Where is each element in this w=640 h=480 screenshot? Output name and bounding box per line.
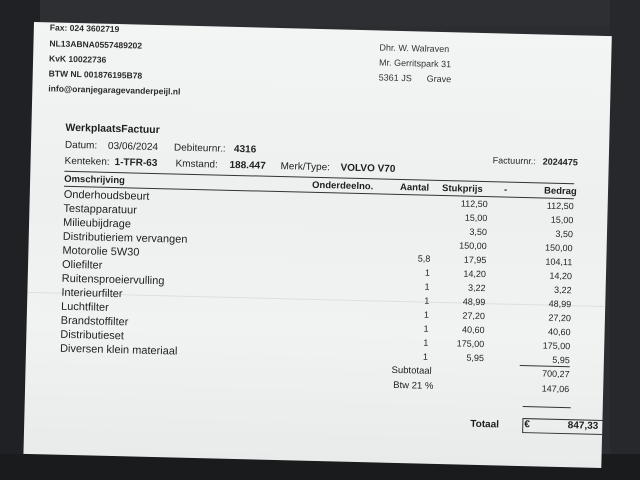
row-unit-price: 40,60 [461, 324, 485, 336]
row-amount: 48,99 [548, 298, 572, 310]
row-amount: 40,60 [547, 326, 571, 338]
background-right [610, 0, 640, 480]
row-amount: 3,50 [555, 228, 574, 240]
debtor-label: Debiteurnr.: [173, 142, 226, 155]
row-description: Distributieset [60, 328, 125, 343]
plate-value: 1-TFR-63 [114, 157, 158, 170]
total-label: Totaal [470, 418, 500, 431]
row-amount: 3,22 [553, 284, 572, 296]
invoice-number-value: 2024475 [542, 156, 578, 168]
row-description: Brandstoffilter [60, 314, 129, 329]
col-unit-price: Stukprijs [441, 183, 483, 196]
row-qty: 5,8 [417, 253, 431, 264]
row-amount: 150,00 [544, 242, 573, 254]
row-description: Distributieriem vervangen [62, 230, 188, 246]
row-amount: 5,95 [552, 354, 571, 366]
customer-name: Dhr. W. Walraven [379, 42, 450, 55]
row-unit-price: 27,20 [462, 310, 486, 322]
row-description: Ruitensproeiervulling [61, 272, 165, 288]
row-unit-price: 3,22 [467, 282, 486, 294]
vat-value: 147,06 [541, 383, 570, 395]
company-btw: BTW NL 001876195B78 [48, 68, 143, 81]
row-unit-price: 15,00 [464, 212, 488, 224]
km-value: 188.447 [229, 159, 266, 172]
euro-sign: € [524, 419, 531, 431]
row-unit-price: 175,00 [456, 338, 485, 350]
row-unit-price: 5,95 [466, 352, 485, 364]
row-unit-price: 17,95 [463, 254, 487, 266]
row-description: Testapparatuur [63, 202, 137, 217]
company-email[interactable]: info@oranjegaragevanderpeijl.nl [48, 83, 181, 97]
subtotal-value: 700,27 [541, 368, 570, 380]
col-description: Omschrijving [64, 173, 126, 187]
vat-label: Btw 21 % [393, 379, 434, 392]
row-description: Motorolie 5W30 [62, 244, 140, 259]
row-description: Oliefilter [61, 258, 103, 272]
col-amount: Bedrag [543, 185, 577, 198]
row-unit-price: 48,99 [462, 296, 486, 308]
row-qty: 1 [423, 323, 429, 334]
row-unit-price: 14,20 [463, 268, 487, 280]
customer-street: Mr. Gerritspark 31 [378, 57, 452, 70]
company-fax: Fax: 024 3602719 [49, 22, 120, 35]
row-description: Milieubijdrage [62, 216, 132, 231]
row-amount: 104,11 [545, 256, 573, 268]
date-value: 03/06/2024 [107, 140, 159, 154]
row-amount: 15,00 [550, 214, 574, 226]
row-qty: 1 [424, 267, 431, 278]
col-part-number: Onderdeelno. [311, 179, 374, 193]
plate-label: Kenteken: [64, 155, 110, 168]
row-amount: 175,00 [542, 340, 571, 352]
row-description: Luchtfilter [60, 300, 109, 314]
row-unit-price: 3,50 [469, 226, 488, 238]
row-description: Onderhoudsbeurt [63, 188, 150, 203]
total-rule [523, 406, 571, 408]
make-value: VOLVO V70 [340, 162, 396, 175]
invoice-paper [23, 22, 611, 468]
row-description: Interieurfilter [61, 286, 123, 301]
row-qty: 1 [422, 351, 429, 362]
total-value: 847,33 [567, 420, 599, 432]
debtor-value: 4316 [233, 143, 257, 156]
row-amount: 27,20 [548, 312, 572, 324]
company-kvk: KvK 10022736 [48, 53, 107, 65]
row-unit-price: 112,50 [460, 198, 488, 210]
invoice-title: WerkplaatsFactuur [65, 121, 160, 137]
row-qty: 1 [424, 281, 430, 292]
invoice-number-label: Factuurnr.: [492, 155, 536, 167]
row-amount: 14,20 [549, 270, 573, 282]
subtotal-rule [520, 365, 570, 367]
customer-city: Grave [426, 73, 452, 85]
row-qty: 1 [424, 295, 430, 306]
km-label: Kmstand: [175, 158, 218, 171]
company-account: NL13ABNA0557489202 [49, 38, 143, 51]
date-label: Datum: [64, 139, 98, 152]
col-dash: - [503, 184, 508, 196]
subtotal-label: Subtotaal [391, 364, 432, 377]
row-qty: 1 [423, 309, 430, 320]
background-top [0, 0, 640, 26]
row-description: Diversen klein materiaal [59, 342, 178, 358]
customer-postcode: 5361 JS [378, 72, 412, 84]
make-label: Merk/Type: [280, 161, 331, 174]
row-qty: 1 [423, 337, 429, 348]
row-amount: 112,50 [546, 200, 574, 212]
row-unit-price: 150,00 [459, 240, 487, 252]
col-qty: Aantal [399, 181, 430, 194]
